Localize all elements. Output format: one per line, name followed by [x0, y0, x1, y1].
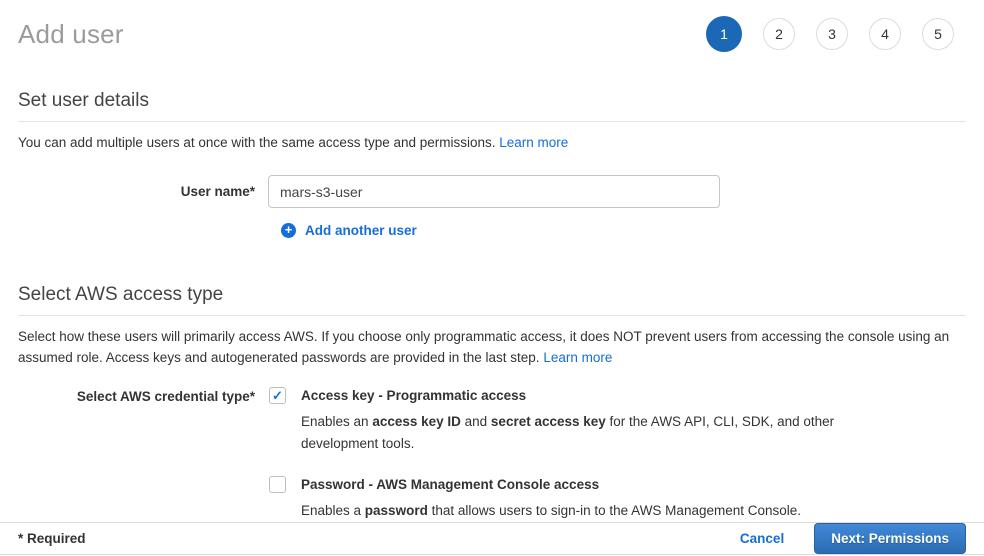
access-section-intro — [18, 326, 966, 368]
set-user-details-heading: Set user details — [18, 90, 966, 122]
select-access-type-section — [0, 284, 984, 522]
desc-bold: password — [364, 503, 428, 518]
desc-text: for the AWS API, CLI, SDK, and other development tools. — [301, 414, 835, 451]
step-1-indicator: 1 — [706, 16, 742, 52]
add-another-user-button[interactable] — [281, 223, 966, 238]
set-user-details-section — [0, 90, 984, 238]
step-4-indicator: 4 — [869, 18, 901, 50]
select-access-type-heading: Select AWS access type — [18, 284, 966, 316]
username-label: User name* — [180, 184, 255, 199]
step-2-indicator: 2 — [763, 18, 795, 50]
learn-more-link-access[interactable]: Learn more — [543, 350, 613, 365]
access-key-option-description — [301, 411, 857, 455]
user-section-intro — [18, 132, 966, 153]
username-form-row — [18, 175, 966, 208]
access-key-option-row — [18, 387, 966, 455]
password-option-title: Password - AWS Management Console access — [301, 477, 600, 492]
page-header — [0, 0, 984, 52]
add-another-user-label[interactable]: Add another user — [305, 223, 417, 238]
access-key-checkbox[interactable]: ✓ — [269, 387, 286, 404]
password-option-description — [301, 500, 801, 522]
required-note: * Required — [18, 531, 86, 546]
access-key-option-body — [301, 387, 857, 455]
learn-more-link-users[interactable]: Learn more — [499, 135, 569, 150]
user-section-intro-text: You can add multiple users at once with the same access type and permissions. — [18, 135, 500, 150]
page-title: Add user — [18, 18, 124, 49]
access-section-intro-text: Select how these users will primarily access AWS. If you choose only programmatic access, it does NOT prevent users from accessing the console using an assumed role. Access keys and autogenerated passwords are provided in the last step. — [18, 329, 950, 365]
desc-text: and — [460, 414, 491, 429]
wizard-footer — [0, 522, 984, 555]
desc-bold: secret access key — [490, 414, 606, 429]
access-key-option-title: Access key - Programmatic access — [301, 388, 527, 403]
cancel-button[interactable]: Cancel — [739, 531, 785, 546]
desc-text: that allows users to sign-in to the AWS Management Console. — [427, 503, 802, 518]
password-option-row — [268, 476, 966, 522]
password-option-body — [301, 476, 801, 522]
step-3-indicator: 3 — [816, 18, 848, 50]
credential-type-label: Select AWS credential type* — [76, 389, 255, 404]
next-permissions-button[interactable]: Next: Permissions — [814, 523, 966, 554]
password-checkbox[interactable] — [269, 476, 286, 493]
plus-circle-icon: + — [281, 223, 296, 238]
desc-text: Enables an — [301, 414, 373, 429]
footer-actions — [740, 523, 966, 554]
wizard-step-indicator — [706, 16, 966, 52]
desc-text: Enables a — [301, 503, 365, 518]
step-5-indicator: 5 — [922, 18, 954, 50]
desc-bold: access key ID — [372, 414, 461, 429]
username-input[interactable] — [268, 175, 720, 208]
